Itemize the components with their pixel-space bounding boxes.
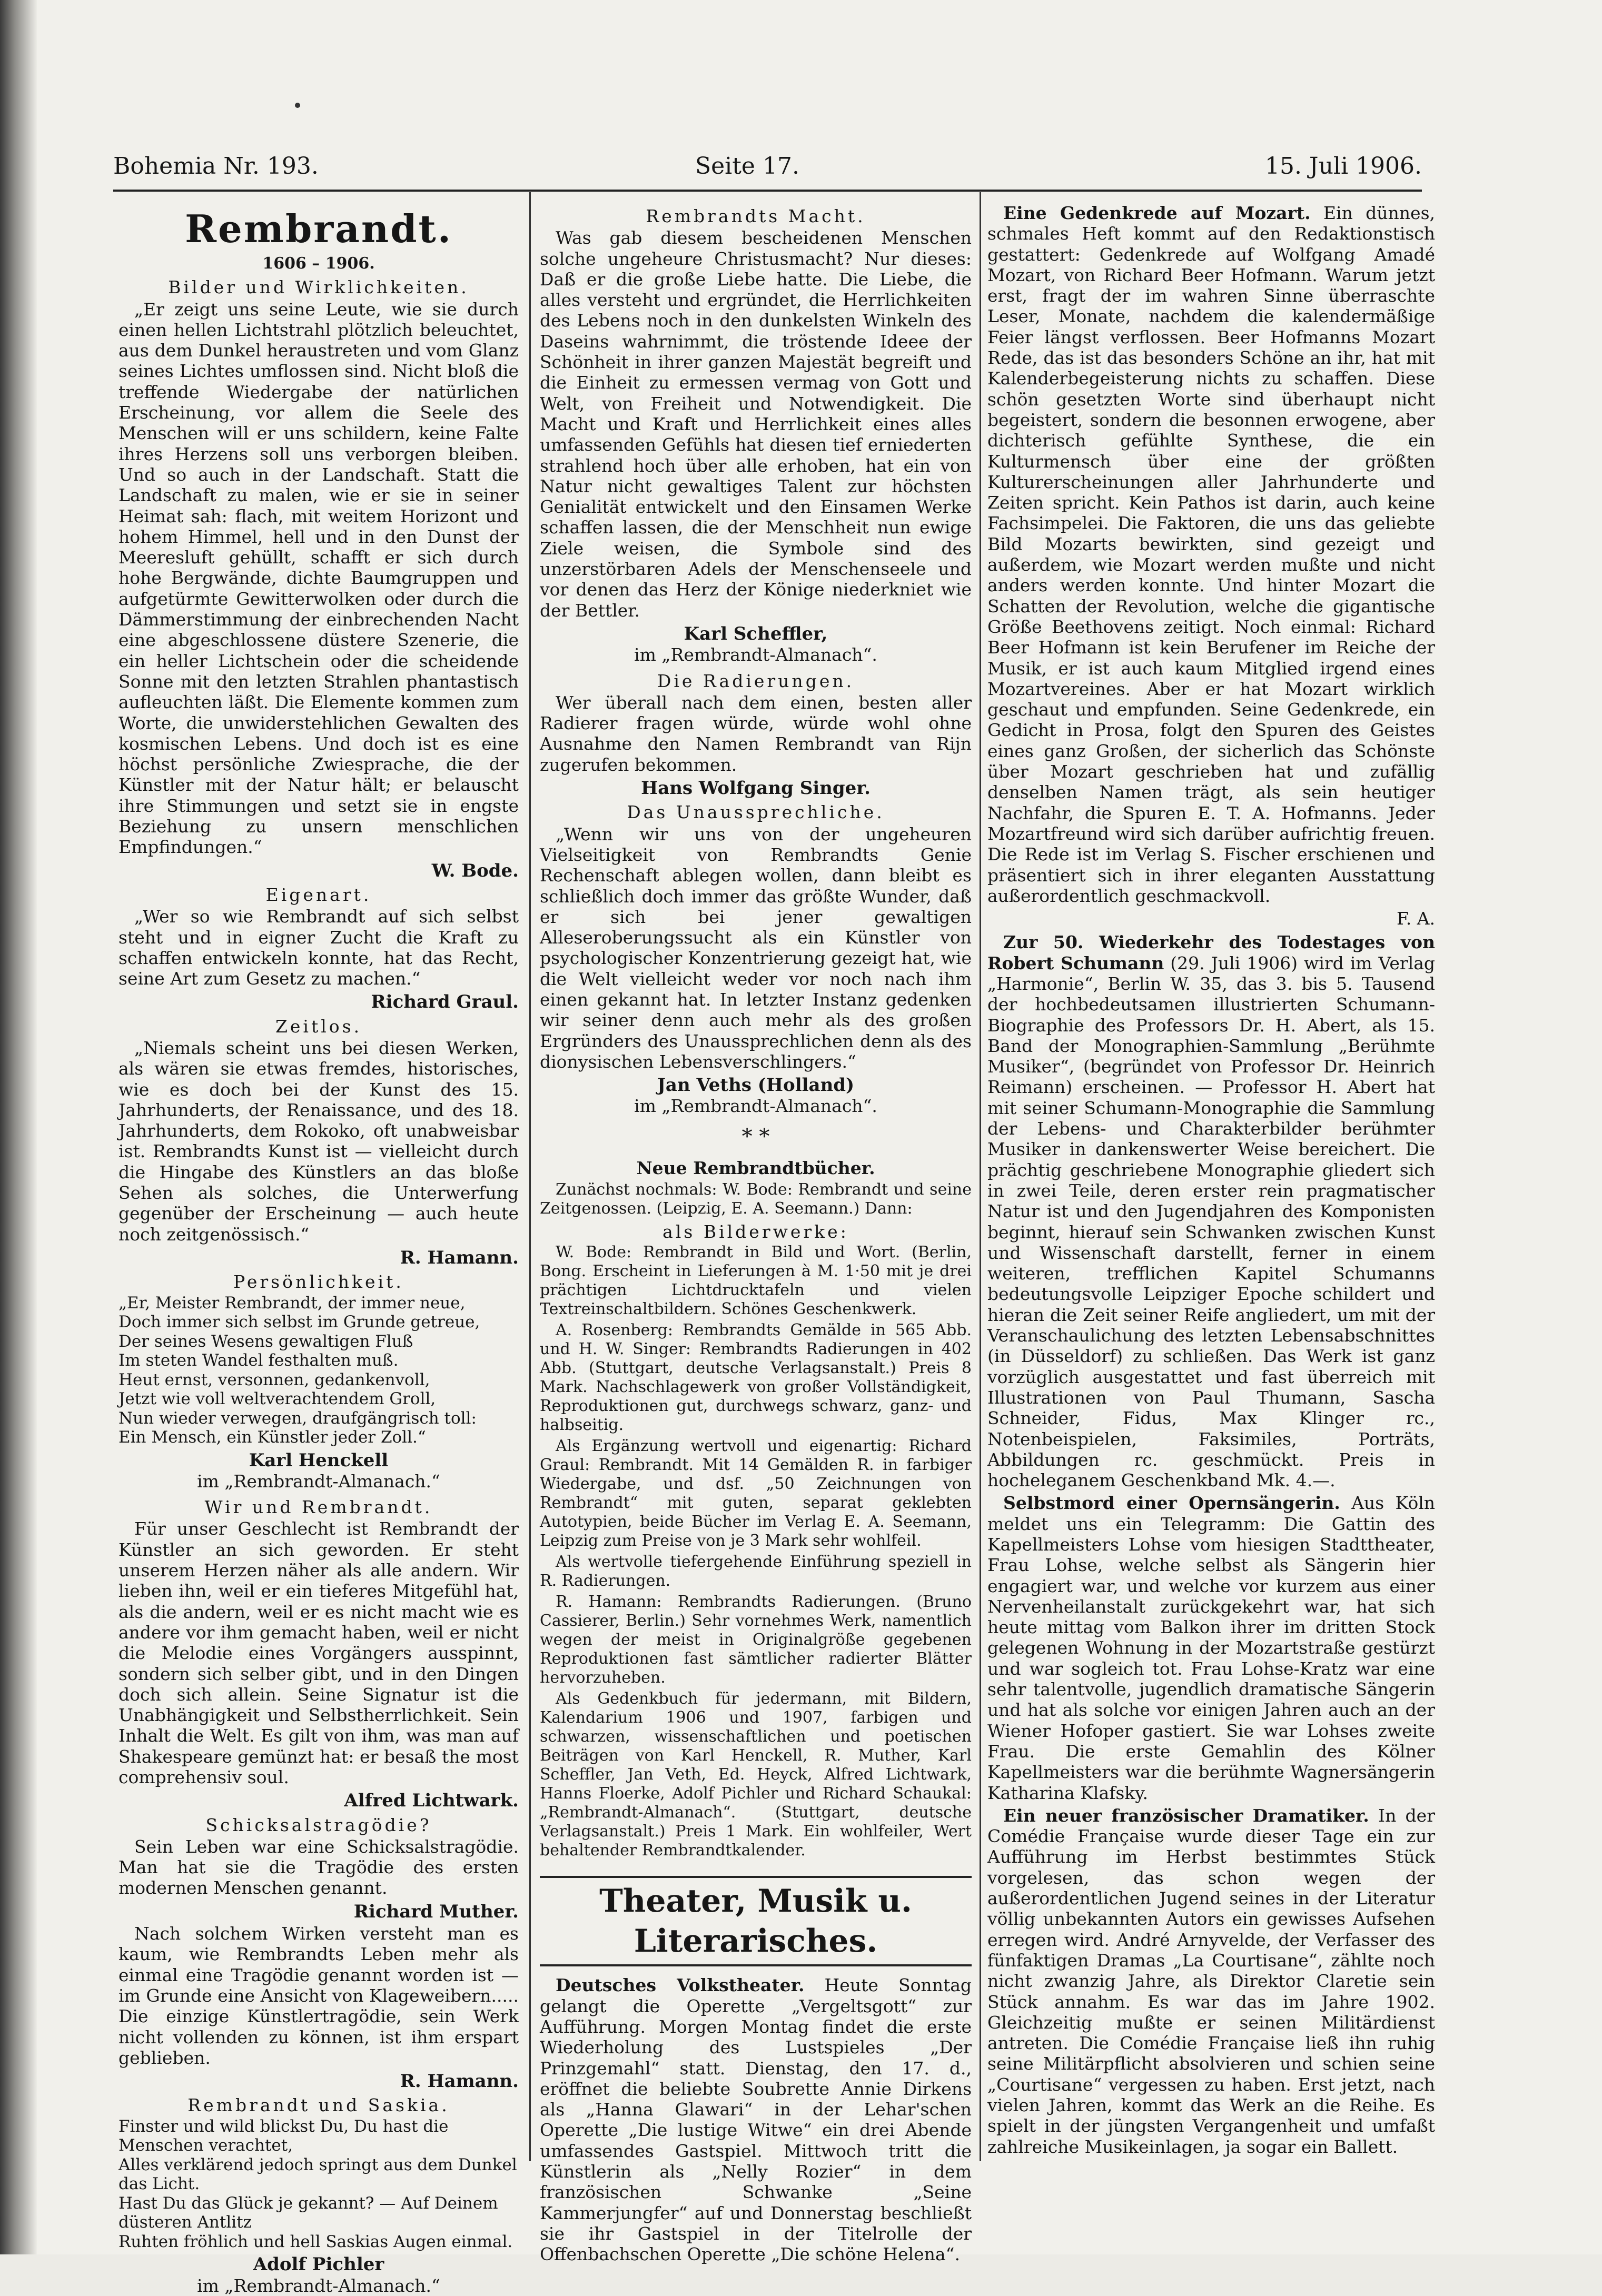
header-page-number: Seite 17. [695, 153, 799, 180]
poem-line: Ruhten fröhlich und hell Saskias Augen einmal. [118, 2232, 513, 2251]
poem-line: Hast Du das Glück je gekannt? — Auf Deinem düsteren Antlitz [118, 2193, 498, 2232]
poem-line: Im steten Wandel festhalten muß. [118, 1351, 399, 1370]
section-signature: Richard Muther. [353, 1901, 519, 1922]
news-item-text: In der Comédie Française wurde dieser Tage ein zur Aufführung im Herbst bestimmtes Stück vorgelesen, das schon wegen der außerordentlichen Jugend seines in der Literatur völlig unbekannten Autors ein gewisses Aufsehen erregen wird. André Arnyvelde, der Verfasser des fünfaktigen Dramas „La Courtisane“, zählte noch nicht zwanzig Jahre, als Direktor Claretie sein Stück annahm. Es war das im Jahre 1902. Gleichzeitig mußte er seinen Militärdienst antreten. Die Comédie Française ließ ihn ruhig seine Militärpflicht absolvieren und schien seine „Courtisane“ vergessen zu haben. Erst jetzt, nach vielen Jahren, kommt das Werk an die Reihe. Es spielt in der jüngsten Vergangenheit und umfaßt zahlreiche Musikeinlagen, ja sogar ein Ballett. [987, 1805, 1435, 2157]
section-text: Nach solchem Wirken versteht man es kaum, wie Rembrandts Leben mehr als einmal eine Tragödie genannt worden ist — im Grunde eine Ansicht von Klageweibern..... Die einzige Künstlertragödie, sein Werk nicht vollenden zu können, ist ihm erspart geblieben. [118, 1923, 519, 2068]
news-item [987, 203, 1435, 906]
poem-line: Jetzt wie voll weltverachtendem Groll, [118, 1389, 436, 1409]
column-2 [540, 203, 972, 2265]
section-heading: Die Radierungen. [657, 670, 855, 691]
news-item-text: Heute Sonntag gelangt die Operette „Vergeltsgott“ zur Aufführung. Morgen Montag findet die erste Wiederholung des Lustspieles „Der Prinzgemahl“ statt. Dienstag, den 17. d., eröffnet die beliebte Soubrette Annie Dirkens als „Hanna Glawari“ in der Lehar'schen Operette „Die lustige Witwe“ ein drei Abende umfassendes Gastspiel. Mittwoch tritt die Künstlerin als „Nelly Rozier“ in dem französischen Schwanke „Seine Kammerjungfer“ auf und Donnerstag beschließt sie ihr Gastspiel in der Titelrolle der Offenbachschen Operette „Die schöne Helena“. [540, 1975, 972, 2265]
column-rule-1 [529, 192, 531, 2161]
section-subheading: als Bilderwerke: [662, 1221, 849, 1243]
poem-line: Alles verklärend jedoch springt aus dem Dunkel das Licht. [118, 2155, 517, 2194]
poem-line: Ein Mensch, ein Künstler jeder Zoll.“ [118, 1428, 426, 1447]
section-heading: Rembrandt und Saskia. [187, 2095, 450, 2116]
section-text: Wer überall nach dem einen, besten aller Radierer fragen würde, würde wohl ohne Ausnahme den Namen Rembrandt van Rijn zugerufen bekommen. [540, 692, 972, 775]
article-title: Rembrandt. [185, 206, 452, 251]
section-source: im „Rembrandt-Almanach.“ [197, 1470, 440, 1492]
news-item-signature: F. A. [1396, 908, 1435, 929]
section-text: „Wer so wie Rembrandt auf sich selbst steht und in eigner Zucht die Kraft zu schaffen entwickeln konnte, hat das Recht, seine Art zum Gesetz zu machen.“ [118, 906, 519, 989]
news-item-heading: Eine Gedenkrede auf Mozart. [1003, 203, 1311, 223]
theatre-section-heading: Theater, Musik u. Literarisches. [540, 1876, 972, 1966]
section-signature: R. Hamann. [400, 1247, 519, 1268]
column-1 [118, 203, 519, 2296]
news-item-text: (29. Juli 1906) wird im Verlag „Harmonie“, Berlin W. 35, das 3. bis 5. Tausend der hochbedeutsamen illustrierten Schumann-Biographie des Professors Dr. H. Abert, als 15. Band der Monographien-Sammlung „Berühmte Musiker“, (begründet von Professor Dr. Heinrich Reimann) erscheinen. — Professor H. Abert hat mit seiner Schumann-Monographie die Sammlung der Lebens- und Charakterbilder berühmter Musiker in dankenswerter Weise bereichert. Die prächtig geschriebene Monographie gliedert sich in zwei Teile, deren erster rein pragmatischer Natur ist und den Jugendjahren des Komponisten beginnt, hierauf sein Schwanken zwischen Kunst und Wissenschaft darstellt, ferner in einem weiteren, trefflichen Kapitel Schumanns bedeutungsvolle Leipziger Epoche schildert und hieran die Zeit seiner Reife angliedert, um mit der Veranschaulichung des letzten Lebensabschnittes (in Düsseldorf) zu schließen. Das Werk ist ganz vorzüglich ausgestattet und fast überreich mit Illustrationen von Paul Thumann, Sascha Schneider, Fidus, Max Klinger rc., Notenbeispielen, Faksimiles, Porträts, Abbildungen rc. geschmückt. Preis in hocheleganem Geschenkband Mk. 4.—. [987, 952, 1435, 1491]
page-header [113, 153, 1422, 192]
section-source: im „Rembrandt-Almanach“. [634, 1096, 877, 1117]
poem [118, 2117, 519, 2252]
news-item-text: Ein dünnes, schmales Heft kommt auf den Redaktionstisch gestattert: Gedenkrede auf Wolfgang Amadé Mozart, von Richard Beer Hofmann. Warum jetzt erst, fragt der im wahren Sinne überraschte Leser, Monate, nachdem die kalendermäßige Feier längst verflossen. Beer Hofmanns Mozart Rede, das ist das besonders Schöne an ihr, hat mit Kalenderbegeisterung nichts zu schaffen. Diese schön gesetzten Worte sind überhaupt nicht begeistert, sondern die besonnen erwogene, aber dichterisch gefühlte Synthese, die ein Kulturmensch über eine der größten Kulturerscheinungen aller Jahrhunderte und Zeiten spricht. Kein Pathos ist darin, auch keine Fachsimpelei. Die Faktoren, die uns das geliebte Bild Mozarts bewirkten, sind gezeigt und außerdem, wie Mozart werden mußte und nicht anders werden konnte. Und hinter Mozart die Schatten der Revolution, welche die gigantische Größe Beethovens zeitigt. Noch einmal: Richard Beer Hofmann ist kein Berufener im Reiche der Musik, er ist auch kaum Mitglied irgend eines Mozartvereines. Aber er hat Mozart wirklich geschaut und empfunden. Seine Gedenkrede, ein Gedicht in Prosa, folgt den Spuren des Geistes eines ganz Großen, der sicherlich das Schönste über Mozart geschrieben hat und zufällig denselben Namen trägt, als sein heutiger Nachfahr, die Spuren E. T. A. Hofmanns. Jeder Mozartfreund wird sich darüber aufrichtig freuen. Die Rede ist im Verlag S. Fischer erschienen und präsentiert sich in ihrer eleganten Ausstattung außerordentlich geschmackvoll. [987, 203, 1435, 906]
section-heading: Wir und Rembrandt. [204, 1497, 433, 1518]
section-source: im „Rembrandt-Almanach.“ [197, 2275, 440, 2296]
section-signature: R. Hamann. [400, 2071, 519, 2092]
section-text: „Er zeigt uns seine Leute, wie sie durch einen hellen Lichtstrahl plötzlich beleuchtet, aus dem Dunkel heraustreten und vom Glanz seines Lichtes umflossen sind. Nicht bloß die treffende Wiedergabe der natürlichen Erscheinung, vor allem die Seele des Menschen will er uns schildern, keine Falte ihres Herzens soll uns verborgen bleiben. Und so auch in der Landschaft. Statt die Landschaft zu malen, wie er sie in seiner Heimat sah: flach, mit weitem Horizont und hohem Himmel, hell und in den Dunst der Meeresluft gehüllt, schafft er sich durch hohe Bergwände, dichte Baumgruppen und aufgetürmte Gewitterwolken oder durch die Dämmerstimmung der einbrechenden Nacht eine abgeschlossene düstere Szenerie, die ein heller Lichtschein oder die scheidende Sonne mit den letzten Strahlen phantastisch aufleuchten läßt. Die Elemente kommen zum Worte, die unwiderstehlichen Gewalten des kosmischen Lebens. Und doch ist es eine höchst persönliche Zwiesprache, die der Künstler mit der Natur hält; er belauscht ihre Stimmungen und setzt sie in engste Beziehung zu unsern menschlichen Empfindungen.“ [118, 299, 519, 858]
section-heading: Neue Rembrandtbücher. [636, 1157, 875, 1178]
section-text: R. Hamann: Rembrandts Radierungen. (Bruno Cassierer, Berlin.) Sehr vornehmes Werk, namentlich wegen der meist in Originalgröße gegebenen Reproduktionen fast sämtlicher radierter Blätter hervorzuheben. [540, 1593, 972, 1687]
ink-speck [295, 103, 300, 108]
poem-line: Finster und wild blickst Du, Du hast die Menschen verachtet, [118, 2116, 449, 2155]
article-dates: 1606 – 1906. [262, 254, 375, 273]
section-text: Als Ergänzung wertvoll und eigenartig: Richard Graul: Rembrandt. Mit 14 Gemälden R. in farbiger Wiedergabe, und dsf. „50 Zeichnungen von Rembrandt“ mit guten, separat geklebten Autotypien, beide Bücher im Verlag E. A. Seemann, Leipzig zum Preise von je 3 Mark sehr wohlfeil. [540, 1437, 972, 1550]
column-3 [987, 203, 1435, 2161]
news-item [987, 932, 1435, 1490]
news-item-text: Aus Köln meldet uns ein Telegramm: Die Gattin des Kapellmeisters Lohse vom hiesigen Stadttheater, Frau Lohse, welche selbst als Sängerin hier engagiert war, und welche vor kurzem aus einer Nervenheilanstalt zurückgekehrt war, hat sich heute mittag vom Balkon ihrer im dritten Stock gelegenen Wohnung in der Mozartstraße gestürzt und war sogleich tot. Frau Lohse-Kratz war eine sehr talentvolle, jugendlich dramatische Sängerin und hat als solche vor einigen Jahren auch an der Wiener Hofoper gastiert. Sie war Lohses zweite Frau. Die erste Gemahlin des Kölner Kapellmeisters war die berühmte Wagnersängerin Katharina Klafsky. [987, 1493, 1436, 1803]
header-date: 15. Juli 1906. [1264, 153, 1422, 180]
news-item-heading: Selbstmord einer Opernsängerin. [1003, 1493, 1340, 1514]
poem-line: Nun wieder verwegen, draufgängrisch toll: [118, 1408, 477, 1428]
section-text: Als wertvolle tiefergehende Einführung speziell in R. Radierungen. [540, 1553, 972, 1591]
section-text: „Niemals scheint uns bei diesen Werken, als wären sie etwas fremdes, historisches, wie es doch bei der Kunst des 15. Jahrhunderts, der Renaissance, und des 18. Jahrhunderts, dem Rokoko, oft unabweisbar ist. Rembrandts Kunst ist — vielleicht durch die Hingabe des Künstlers an das bloße Sehen als solches, die Unterwerfung gegenüber der Erscheinung — auch heute noch zeitgenössisch.“ [118, 1037, 519, 1245]
section-signature: Adolf Pichler [253, 2254, 384, 2275]
section-text: A. Rosenberg: Rembrandts Gemälde in 565 Abb. und H. W. Singer: Rembrandts Radierungen in 402 Abb. (Stuttgart, deutsche Verlagsanstalt.) Preis 8 Mark. Nachschlagewerk von großer Vollständigkeit, Reproduktionen gut, durchwegs schwarz, ganz- und halbseitig. [540, 1321, 972, 1435]
section-heading: Das Unaussprechliche. [627, 802, 885, 823]
section-text: „Wenn wir uns von der ungeheuren Vielseitigkeit von Rembrandts Genie Rechenschaft ablegen wollen, dann bleibt es schließlich doch immer das größte Wunder, daß er sich bei jener gewaltigen Alleseroberungssucht als ein Künstler von psychologischer Konzentrierung gezeigt hat, wie die Welt vielleicht weder vor noch nach ihm einen gekannt hat. In letzter Instanz gedenken wir seiner denn auch mehr als des großen Ergründers des Unaussprechlichen denn als des dionysischen Lebensverschlingers.“ [540, 823, 972, 1072]
news-item-heading: Deutsches Volkstheater. [556, 1975, 805, 1996]
news-item-heading: Ein neuer französischer Dramatiker. [1003, 1805, 1369, 1826]
news-item [987, 1805, 1435, 2157]
section-heading: Schicksalstragödie? [205, 1814, 432, 1835]
poem [118, 1294, 519, 1447]
section-source: im „Rembrandt-Almanach“. [634, 644, 877, 665]
section-text: Als Gedenkbuch für jedermann, mit Bildern, Kalendarium 1906 und 1907, farbigen und schwarzen, wissenschaftlichen und poetischen Beiträgen von Karl Henckell, R. Muther, Karl Scheffler, Jan Veth, Ed. Heyck, Alfred Lichtwark, Hanns Floerke, Adolf Pichler und Richard Schaukal: „Rembrandt-Almanach“. (Stuttgart, deutsche Verlagsanstalt.) Preis 1 Mark. Ein wohlfeiler, Wert behaltender Rembrandtkalender. [540, 1689, 972, 1860]
poem-line: Doch immer sich selbst im Grunde getreue, [118, 1313, 480, 1332]
section-text: Was gab diesem bescheidenen Menschen solche ungeheure Christusmacht? Nur dieses: Daß er die große Liebe hatte. Die Liebe, die alles versteht und ergründet, die Herrlichkeiten des Lebens noch in den dunkelsten Winkeln des Daseins wahrnimmt, die tröstende Ideee der Schönheit in ihrer ganzen Majestät begreift und die Einheit zu ermessen vermag von Gott und Welt, von Freiheit und Notwendigkeit. Die Macht und Kraft und Herrlichkeit eines alles umfassenden Gefühls hat diesen tief erniederten strahlend hoch über alle erhoben, hat ein von Natur nicht gewaltiges Talent zur höchsten Genialität entwickelt und den Einsamen Werke schaffen lassen, die der Menschheit nun ewige Ziele weisen, die Symbole sind des unzerstörbaren Adels der Menschenseele und vor denen das Herz der Könige niederkniet wie der Bettler. [540, 227, 972, 621]
section-signature: Hans Wolfgang Singer. [641, 778, 871, 799]
section-separator: * * [741, 1124, 770, 1149]
section-heading: Eigenart. [265, 884, 372, 905]
poem-line: „Er, Meister Rembrandt, der immer neue, [118, 1293, 466, 1313]
section-signature: Karl Scheffler, [684, 623, 828, 644]
section-heading: Persönlichkeit. [233, 1271, 404, 1293]
section-signature: Alfred Lichtwark. [344, 1790, 519, 1812]
section-heading: Zeitlos. [275, 1016, 362, 1037]
section-signature: Jan Veths (Holland) [657, 1075, 855, 1096]
news-item-heading: Zur 50. Wiederkehr des Todestages von Robert Schumann [987, 932, 1435, 973]
section-signature: Karl Henckell [249, 1449, 389, 1471]
section-text: W. Bode: Rembrandt in Bild und Wort. (Berlin, Bong. Erscheint in Lieferungen à M. 1·50 mit je drei prächtigen Lichtdrucktafeln und vielen Textreinschaltbildern. Schönes Geschenkwerk. [540, 1243, 972, 1319]
section-text: Für unser Geschlecht ist Rembrandt der Künstler an sich geworden. Er steht unserem Herzen näher als alle andern. Wir lieben ihn, weil er ein tieferes Mitgefühl hat, als die andern, weil er es nicht macht wie es andere vor ihm gemacht haben, weil er nicht die Melodie eines Vorgängers ausspinnt, sondern sich selber gibt, und in den Dingen doch sich allein. Seine Signatur ist die Unabhängigkeit und Selbstherrlichkeit. Sein Inhalt die Welt. Es gilt von ihm, was man auf Shakespeare gemünzt hat: er besaß the most comprehensiv soul. [118, 1518, 519, 1787]
section-heading: Bilder und Wirklichkeiten. [168, 277, 469, 298]
section-signature: W. Bode. [431, 860, 519, 881]
header-paper-name: Bohemia Nr. 193. [113, 153, 319, 180]
section-text: Zunächst nochmals: W. Bode: Rembrandt und seine Zeitgenossen. (Leipzig, E. A. Seemann.) Dann: [540, 1180, 972, 1218]
news-item [987, 1493, 1435, 1803]
section-signature: Richard Graul. [371, 991, 519, 1013]
section-heading: Rembrandts Macht. [646, 206, 866, 226]
news-item [540, 1975, 972, 2264]
column-rule-2 [980, 192, 981, 2161]
poem-line: Der seines Wesens gewaltigen Fluß [118, 1331, 413, 1351]
page-edge-shadow [0, 0, 37, 2254]
poem-line: Heut ernst, versonnen, gedankenvoll, [118, 1370, 430, 1389]
section-text: Sein Leben war eine Schicksalstragödie. Man hat sie die Tragödie des ersten modernen Menschen genannt. [118, 1836, 519, 1899]
